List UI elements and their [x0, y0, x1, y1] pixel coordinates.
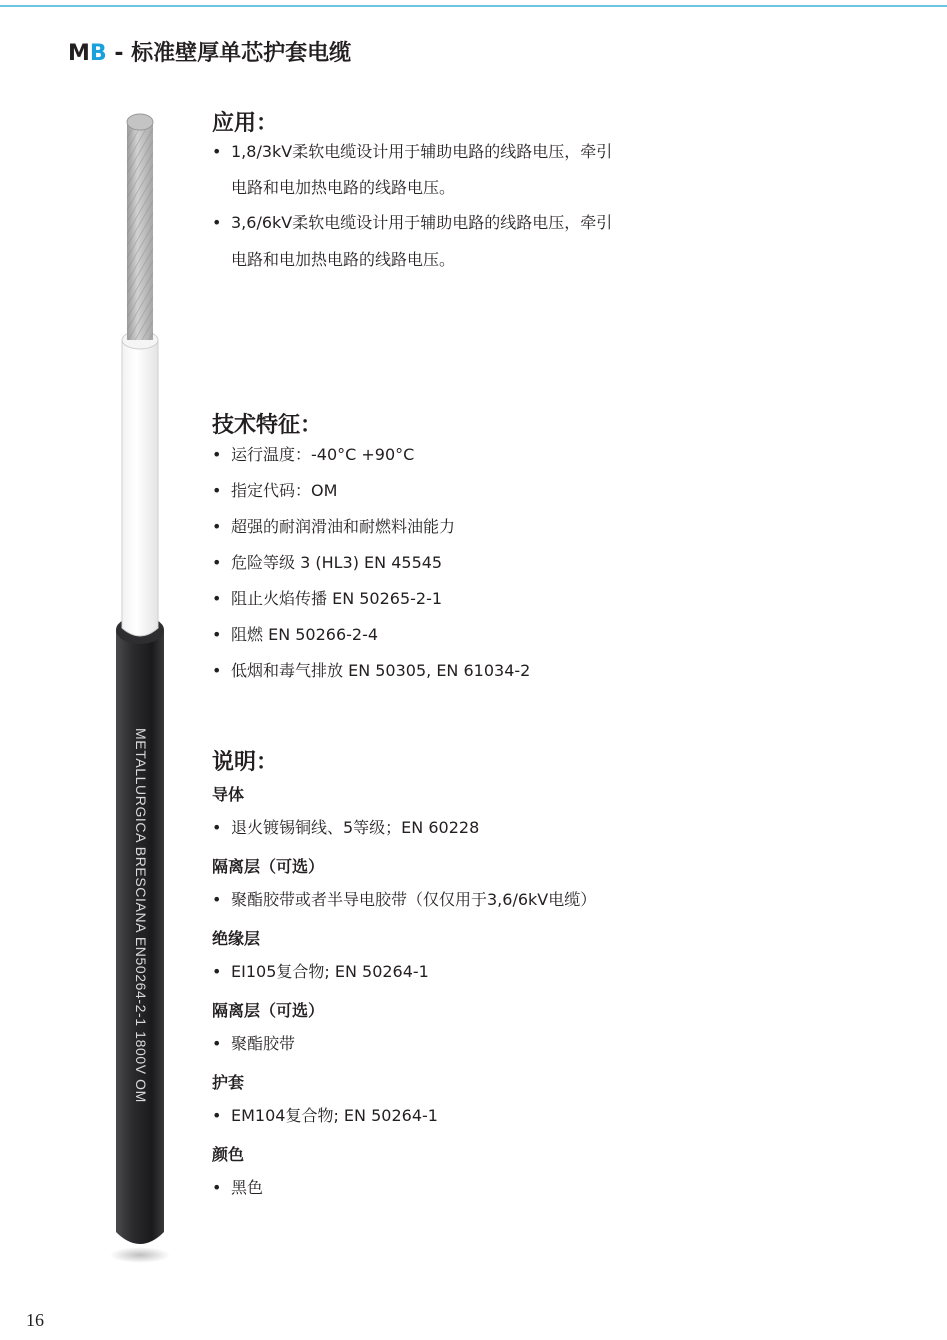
application-item: [212, 213, 612, 233]
component-title: 绝缘层: [212, 929, 261, 948]
bullet: •: [212, 1106, 222, 1125]
component-text: 退火镀锡铜线、5等级；EN 60228: [231, 818, 480, 837]
description-heading: 说明：: [212, 750, 279, 775]
feature-text: 阻燃 EN 50266-2-4: [231, 625, 379, 644]
component-title: 颜色: [212, 1145, 245, 1164]
component-title: 隔离层（可选）: [212, 857, 325, 876]
bullet: •: [212, 517, 222, 536]
bullet: •: [212, 962, 222, 981]
component-title: 隔离层（可选）: [212, 1001, 325, 1020]
application-item-continuation: 电路和电加热电路的线路电压。: [231, 250, 456, 269]
feature-text: 运行温度：-40°C +90°C: [231, 445, 415, 464]
bullet: •: [212, 625, 222, 644]
component-item: [212, 962, 429, 982]
component-item: [212, 1106, 438, 1126]
cable-print-text: METALLURGICA BRESCIANA EN50264-2-1 1800V OM: [133, 728, 149, 1103]
application-item-text: 3,6/6kV柔软电缆设计用于辅助电路的线路电压，牵引: [231, 213, 613, 232]
top-rule: [0, 5, 947, 7]
feature-item: [212, 589, 442, 609]
component-text: 黑色: [231, 1178, 264, 1197]
features-heading: 技术特征：: [212, 413, 323, 438]
bullet: •: [212, 481, 222, 500]
application-item-continuation: 电路和电加热电路的线路电压。: [231, 178, 456, 197]
feature-item: [212, 553, 442, 573]
component-title: 护套: [212, 1073, 245, 1092]
product-code-b: B: [89, 41, 107, 66]
feature-text: 指定代码：OM: [231, 481, 338, 500]
component-item: [212, 1034, 295, 1054]
component-text: 聚酯胶带: [231, 1034, 296, 1053]
component-text: EM104复合物; EN 50264-1: [231, 1106, 438, 1125]
feature-item: [212, 481, 337, 501]
feature-text: 低烟和毒气排放 EN 50305, EN 61034-2: [231, 661, 531, 680]
application-item: [212, 142, 612, 162]
bullet: •: [212, 661, 222, 680]
bullet: •: [212, 589, 222, 608]
product-code-m: M: [68, 41, 90, 66]
cable-illustration: [100, 100, 190, 1280]
feature-item: [212, 445, 414, 465]
bullet: •: [212, 445, 222, 464]
component-item: [212, 1178, 263, 1198]
application-heading: 应用：: [212, 111, 279, 136]
bullet: •: [212, 142, 222, 161]
bullet: •: [212, 553, 222, 572]
page-title-text: - 标准壁厚单芯护套电缆: [106, 41, 352, 66]
component-item: [212, 890, 596, 910]
bullet: •: [212, 890, 222, 909]
bullet: •: [212, 1034, 222, 1053]
bullet: •: [212, 213, 222, 232]
feature-item: [212, 661, 530, 681]
bullet: •: [212, 1178, 222, 1197]
application-item-text: 1,8/3kV柔软电缆设计用于辅助电路的线路电压，牵引: [231, 142, 613, 161]
feature-item: [212, 517, 455, 537]
component-text: 聚酯胶带或者半导电胶带（仅仅用于3,6/6kV电缆）: [231, 890, 597, 909]
component-title: 导体: [212, 785, 245, 804]
bullet: •: [212, 818, 222, 837]
page-title: [68, 36, 351, 67]
feature-text: 超强的耐润滑油和耐燃料油能力: [231, 517, 456, 536]
component-text: EI105复合物; EN 50264-1: [231, 962, 429, 981]
feature-item: [212, 625, 378, 645]
feature-text: 阻止火焰传播 EN 50265-2-1: [231, 589, 443, 608]
page-number: 16: [26, 1310, 44, 1330]
component-item: [212, 818, 479, 838]
feature-text: 危险等级 3 (HL3) EN 45545: [231, 553, 443, 572]
